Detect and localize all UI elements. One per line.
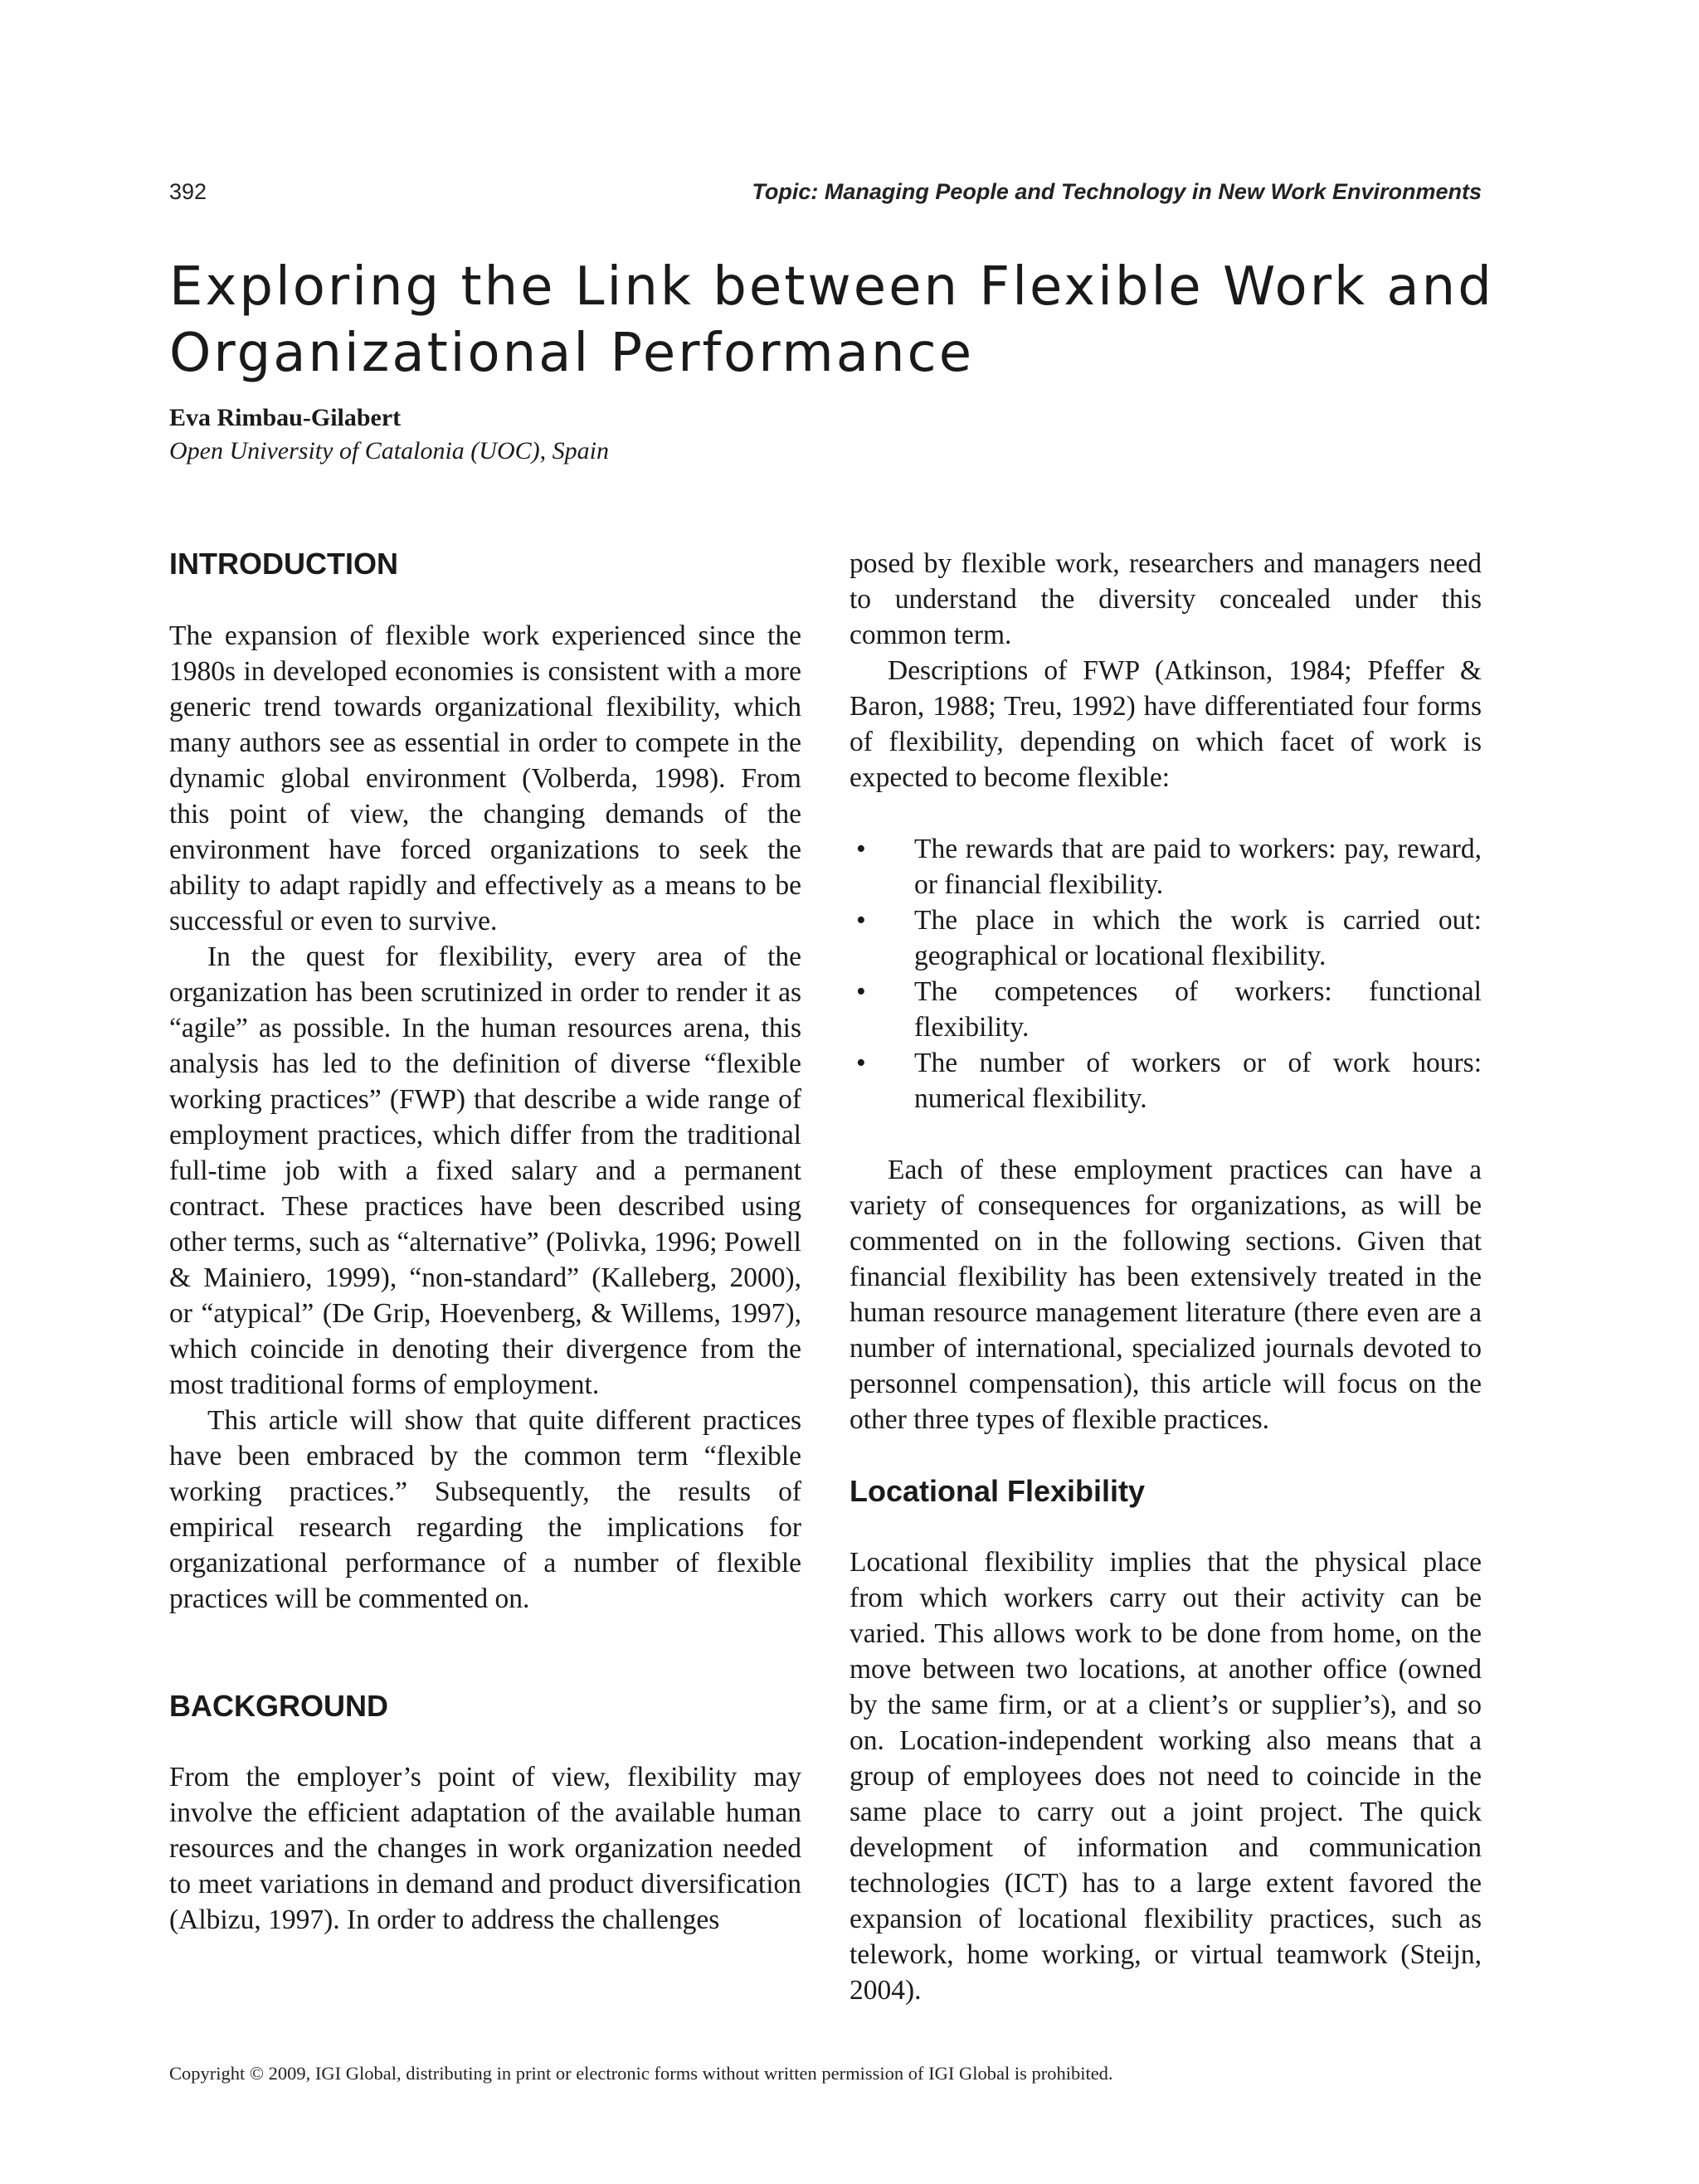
locational-paragraph-1: Locational flexibility implies that the physical place from which workers carry out their activity can be varied. This allows work to be done from home, on the move between two locations, at another office (owned by the same firm, or at a client’s or supplier’s), and so on. Location-independent working also means that a group of employees does not need to coincide in the same place to carry out a joint project. The quick development of information and communication technologies (ICT) has to a large extent favored the expansion of locational flexibility practices, such as telework, home working, or virtual teamwork (Steijn, 2004). [850,1547,1482,2006]
intro-paragraph-2: In the quest for flexibility, every area of the organization has been scrutinized in order to render it as “agile” as possible. In the human resources arena, this analysis has led to the definition of diverse “flexible working practices” (FWP) that describe a wide range of employment practices, which differ from the traditional full-time job with a fixed salary and a permanent contract. These practices have been described using other terms, such as “alternative” (Polivka, 1996; Powell & Mainiero, 1999), “non-standard” (Kalleberg, 2000), or “atypical” (De Grip, Hoevenberg, & Willems, 1997), which coincide in denoting their divergence from the most traditional forms of employment. [169,941,801,1400]
background-paragraph-1: From the employer’s point of view, flexibility may involve the efficient adaptation of the available human resources and the changes in work organization needed to meet variations in demand and product diversification (Albizu, 1997). In order to address the challenges [169,1762,801,1935]
article-title: Exploring the Link between Flexible Work and Organizational Performance [169,256,1494,384]
list-item [850,974,1482,1045]
flexibility-forms-list [850,831,1482,1116]
list-item [850,831,1482,902]
list-item-text: The rewards that are paid to workers: pay, reward, or financial flexibility. [914,834,1482,900]
list-item-text: The place in which the work is carried out: geographical or locational flexibility. [914,905,1482,971]
bullet-icon: • [856,1048,866,1078]
intro-paragraph-1: The expansion of flexible work experienced since the 1980s in developed economies is consistent with a more generic trend towards organizational flexibility, which many authors see as essential in order to compete in the dynamic global environment (Volberda, 1998). From this point of view, the changing demands of the environment have forced organizations to seek the ability to adapt rapidly and effectively as a means to be successful or even to survive. [169,620,801,936]
employment-practices-paragraph: Each of these employment practices can have a variety of consequences for organizations, as will be commented on in the following sections. Given that financial flexibility has been extensively treated in the human resource management literature (there even are a number of international, specialized journals devoted to personnel compensation), this article will focus on the other three types of flexible practices. [850,1155,1482,1435]
list-item-text: The number of workers or of work hours: numerical flexibility. [914,1048,1482,1114]
bullet-icon: • [856,905,866,936]
list-item [850,1045,1482,1116]
intro-paragraph-3: This article will show that quite different practices have been embraced by the common term “flexible working practices.” Subsequently, the results of empirical research regarding the implications for organizational performance of a number of flexible practices will be commented on. [169,1405,801,1614]
right-column [850,546,1482,2008]
left-column [169,546,801,1938]
page-number: 392 [169,179,207,204]
heading-introduction: INTRODUCTION [169,547,398,581]
continued-paragraph: posed by flexible work, researchers and managers need to understand the diversity concealed under this common term. [850,548,1482,650]
list-item-text: The competences of workers: functional flexibility. [914,976,1482,1043]
heading-locational-flexibility: Locational Flexibility [850,1474,1146,1508]
author-affiliation: Open University of Catalonia (UOC), Spain [169,437,609,465]
heading-background: BACKGROUND [169,1689,388,1723]
fwp-descriptions-paragraph: Descriptions of FWP (Atkinson, 1984; Pfeffer & Baron, 1988; Treu, 1992) have differentiated four forms of flexibility, depending on which facet of work is expected to become flexible: [850,655,1482,793]
copyright-notice: Copyright © 2009, IGI Global, distributing in print or electronic forms without written permission of IGI Global is prohibited. [169,2063,1113,2084]
bullet-icon: • [856,834,866,864]
author-name: Eva Rimbau-Gilabert [169,404,402,431]
running-header-topic: Topic: Managing People and Technology in New Work Environments [752,179,1482,204]
bullet-icon: • [856,976,866,1007]
list-item [850,902,1482,974]
